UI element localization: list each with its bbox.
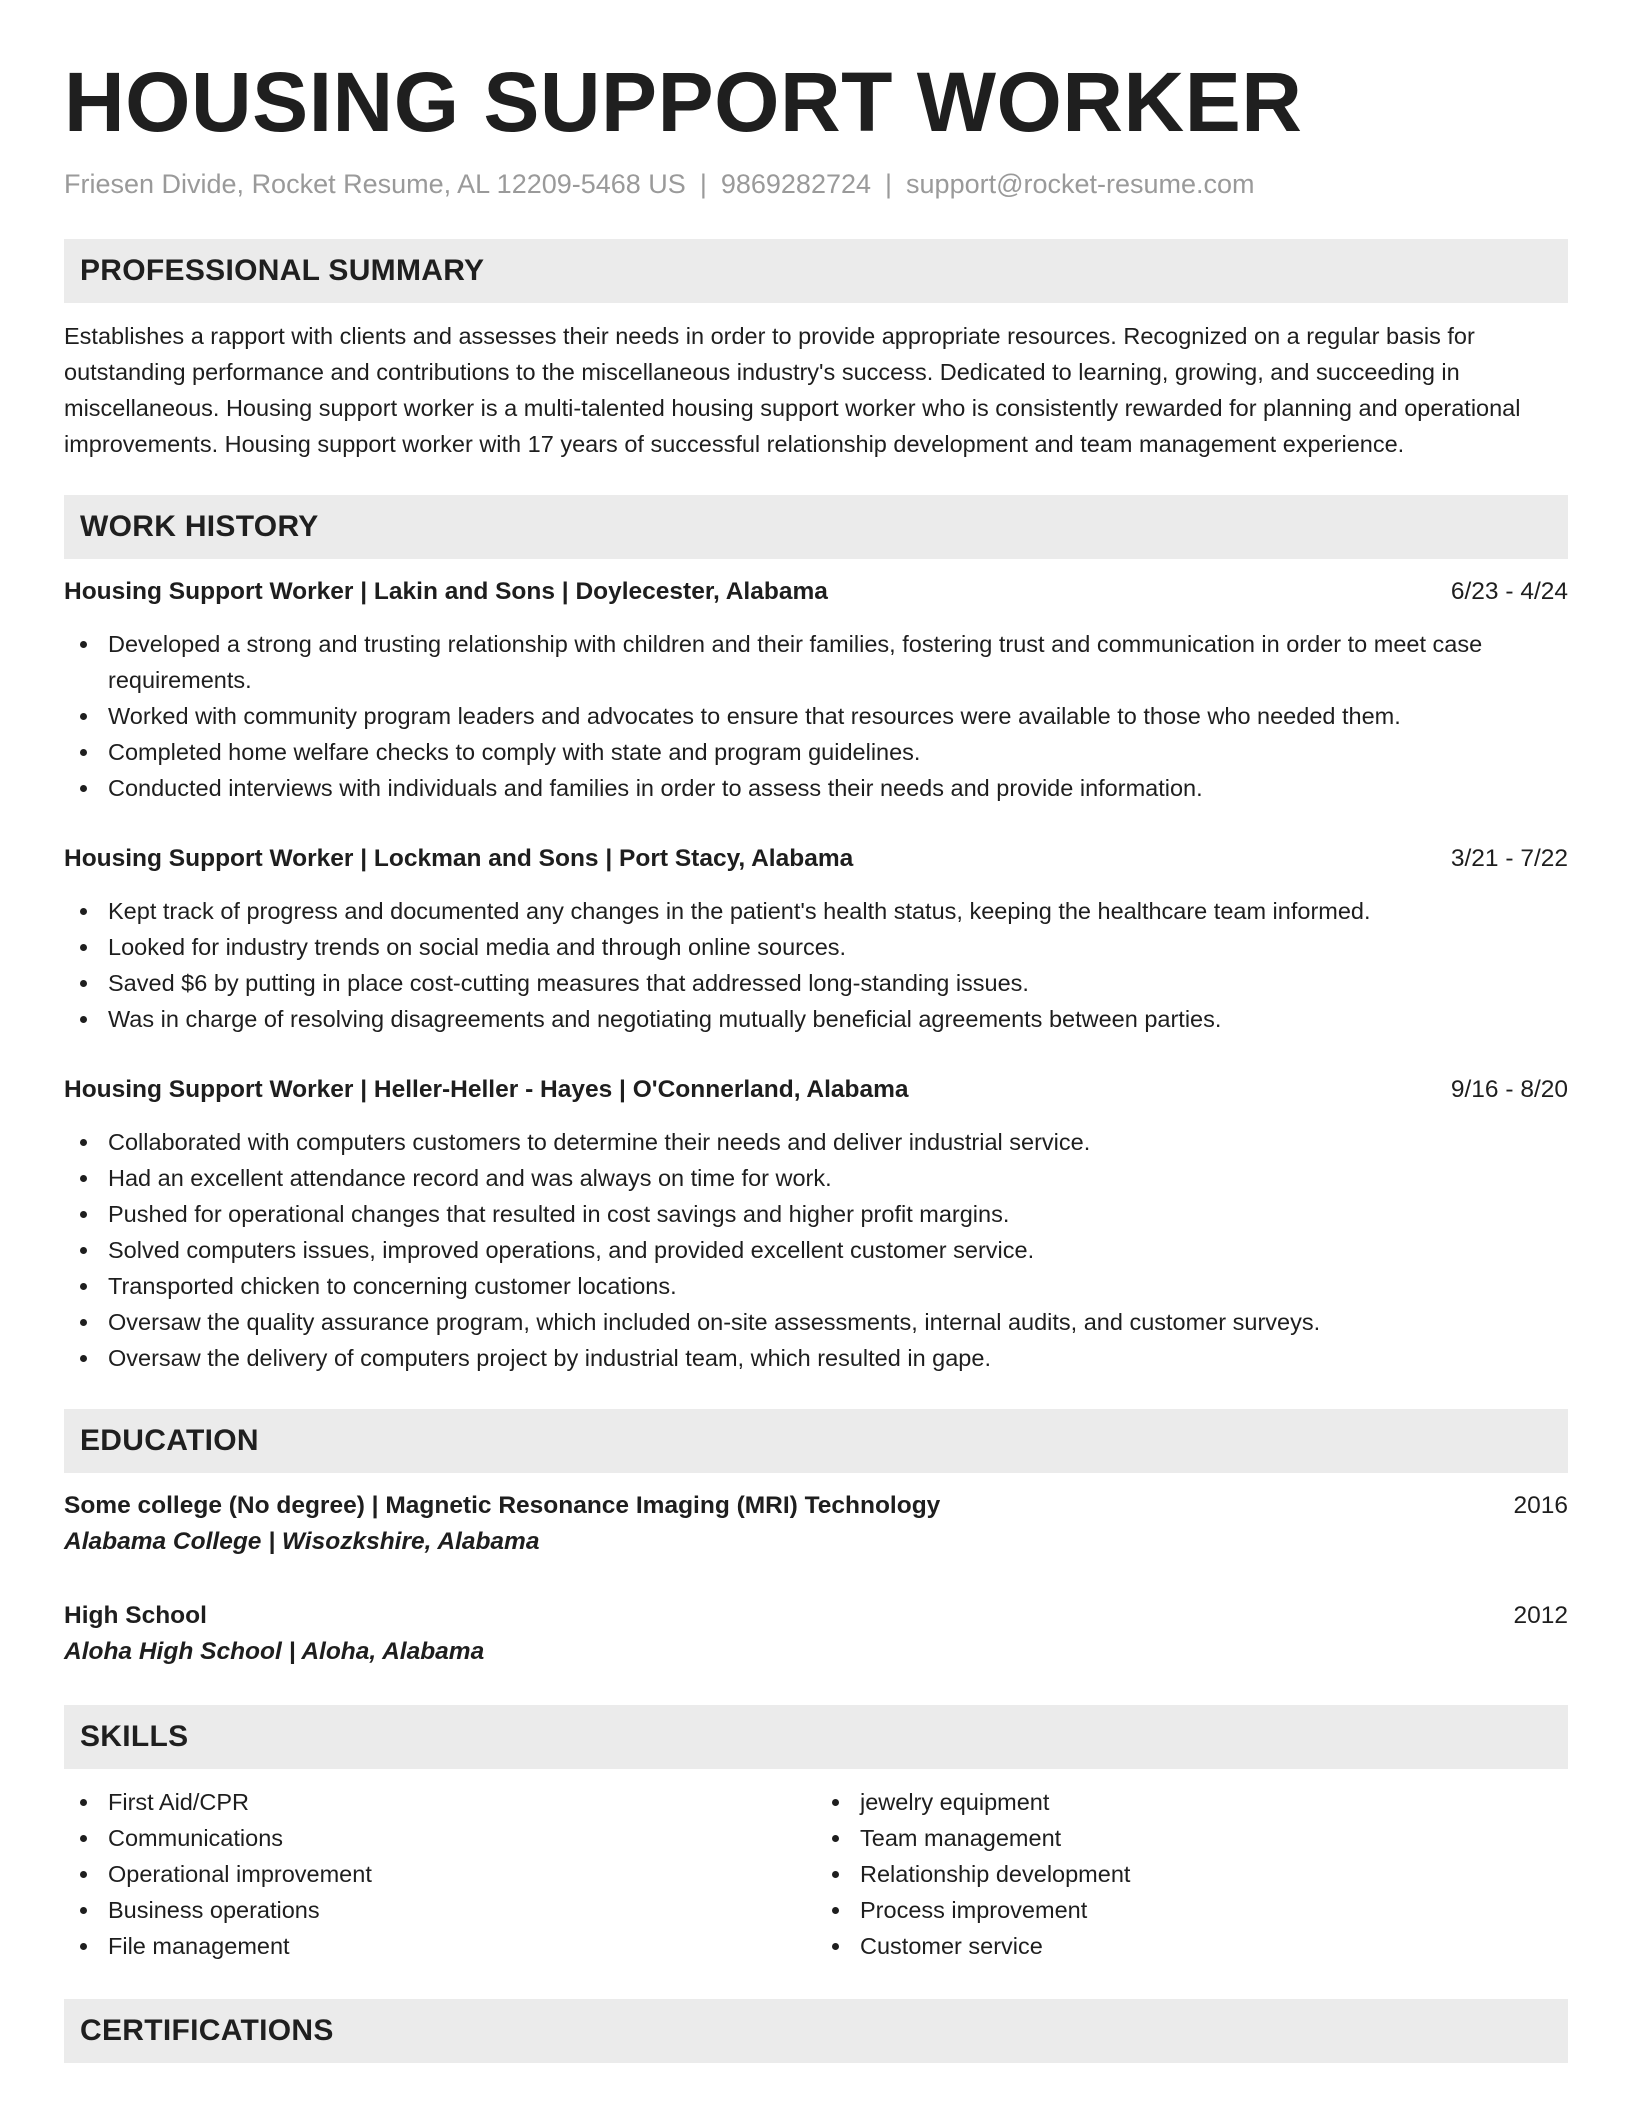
skill-item: Operational improvement: [64, 1856, 816, 1892]
skills-column-right: [816, 1784, 1568, 1964]
education-header: [64, 1598, 1568, 1634]
job-bullets: [64, 1124, 1568, 1376]
section-header-summary: PROFESSIONAL SUMMARY: [64, 239, 1568, 303]
job-dates: 6/23 - 4/24: [1450, 578, 1568, 605]
job-bullet: Looked for industry trends on social media and through online sources.: [64, 929, 1568, 965]
job-bullet: Conducted interviews with individuals and families in order to assess their needs and provide information.: [64, 770, 1568, 806]
section-header-skills: SKILLS: [64, 1705, 1568, 1769]
job-bullet: Solved computers issues, improved operations, and provided excellent customer service.: [64, 1232, 1568, 1268]
section-header-work-history: WORK HISTORY: [64, 495, 1568, 559]
job-bullet: Oversaw the delivery of computers project by industrial team, which resulted in gape.: [64, 1340, 1568, 1376]
contact-email: support@rocket-resume.com: [906, 169, 1255, 199]
job-bullet: Developed a strong and trusting relationship with children and their families, fostering trust and communication in order to meet case requirements.: [64, 626, 1568, 698]
education-entry: [64, 1488, 1568, 1560]
job-bullet: Pushed for operational changes that resulted in cost savings and higher profit margins.: [64, 1196, 1568, 1232]
job-dates: 9/16 - 8/20: [1450, 1076, 1568, 1103]
job-bullet: Kept track of progress and documented any changes in the patient's health status, keeping the healthcare team informed.: [64, 893, 1568, 929]
education-year: 2016: [1513, 1492, 1568, 1519]
job-bullets: [64, 626, 1568, 806]
skill-item: Process improvement: [816, 1892, 1568, 1928]
contact-phone: 9869282724: [720, 169, 872, 199]
job-bullets: [64, 893, 1568, 1037]
job-dates: 3/21 - 7/22: [1450, 845, 1568, 872]
skills-column-left: [64, 1784, 816, 1964]
job-entry: [64, 574, 1568, 806]
skill-item: File management: [64, 1928, 816, 1964]
contact-separator: |: [885, 169, 893, 199]
job-title: Housing Support Worker | Lockman and Sons | Port Stacy, Alabama: [64, 845, 854, 872]
job-header: [64, 1072, 1568, 1108]
education-entry: [64, 1598, 1568, 1670]
job-entry: [64, 1072, 1568, 1376]
skill-item: Business operations: [64, 1892, 816, 1928]
summary-text: Establishes a rapport with clients and assesses their needs in order to provide appropriate resources. Recognized on a regular basis for outstanding performance and contributions to the miscellaneous industry's success. Dedicated to learning, growing, and succeeding in miscellaneous. Housing support worker is a multi-talented housing support worker who is consistently rewarded for planning and operational improvements. Housing support worker with 17 years of successful relationship development and team management experience.: [64, 323, 1521, 457]
skill-item: Relationship development: [816, 1856, 1568, 1892]
skill-item: Communications: [64, 1820, 816, 1856]
job-bullet: Was in charge of resolving disagreements and negotiating mutually beneficial agreements between parties.: [64, 1001, 1568, 1037]
resume-name: HOUSING SUPPORT WORKER: [64, 55, 1303, 149]
job-bullet: Worked with community program leaders and advocates to ensure that resources were available to those who needed them.: [64, 698, 1568, 734]
skill-item: First Aid/CPR: [64, 1784, 816, 1820]
job-entry: [64, 841, 1568, 1037]
job-bullet: Completed home welfare checks to comply with state and program guidelines.: [64, 734, 1568, 770]
skill-item: jewelry equipment: [816, 1784, 1568, 1820]
skill-item: Customer service: [816, 1928, 1568, 1964]
section-header-certifications: CERTIFICATIONS: [64, 1999, 1568, 2063]
education-header: [64, 1488, 1568, 1524]
contact-line: [64, 166, 1568, 202]
job-title: Housing Support Worker | Heller-Heller - Hayes | O'Connerland, Alabama: [64, 1076, 909, 1103]
job-header: [64, 841, 1568, 877]
job-title: Housing Support Worker | Lakin and Sons | Doylecester, Alabama: [64, 578, 828, 605]
contact-separator: |: [699, 169, 707, 199]
skill-item: Team management: [816, 1820, 1568, 1856]
job-bullet: Collaborated with computers customers to determine their needs and deliver industrial service.: [64, 1124, 1568, 1160]
job-bullet: Oversaw the quality assurance program, which included on-site assessments, internal audits, and customer surveys.: [64, 1304, 1568, 1340]
section-header-education: EDUCATION: [64, 1409, 1568, 1473]
education-school: Alabama College | Wisozkshire, Alabama: [64, 1528, 540, 1555]
education-year: 2012: [1513, 1602, 1568, 1629]
job-bullet: Transported chicken to concerning customer locations.: [64, 1268, 1568, 1304]
skills-grid: [64, 1784, 1568, 1964]
education-title: Some college (No degree) | Magnetic Resonance Imaging (MRI) Technology: [64, 1492, 941, 1519]
job-bullet: Had an excellent attendance record and was always on time for work.: [64, 1160, 1568, 1196]
education-school: Aloha High School | Aloha, Alabama: [64, 1638, 485, 1665]
education-title: High School: [64, 1602, 207, 1629]
contact-address: Friesen Divide, Rocket Resume, AL 12209-5468 US: [64, 169, 686, 199]
job-bullet: Saved $6 by putting in place cost-cutting measures that addressed long-standing issues.: [64, 965, 1568, 1001]
job-header: [64, 574, 1568, 610]
